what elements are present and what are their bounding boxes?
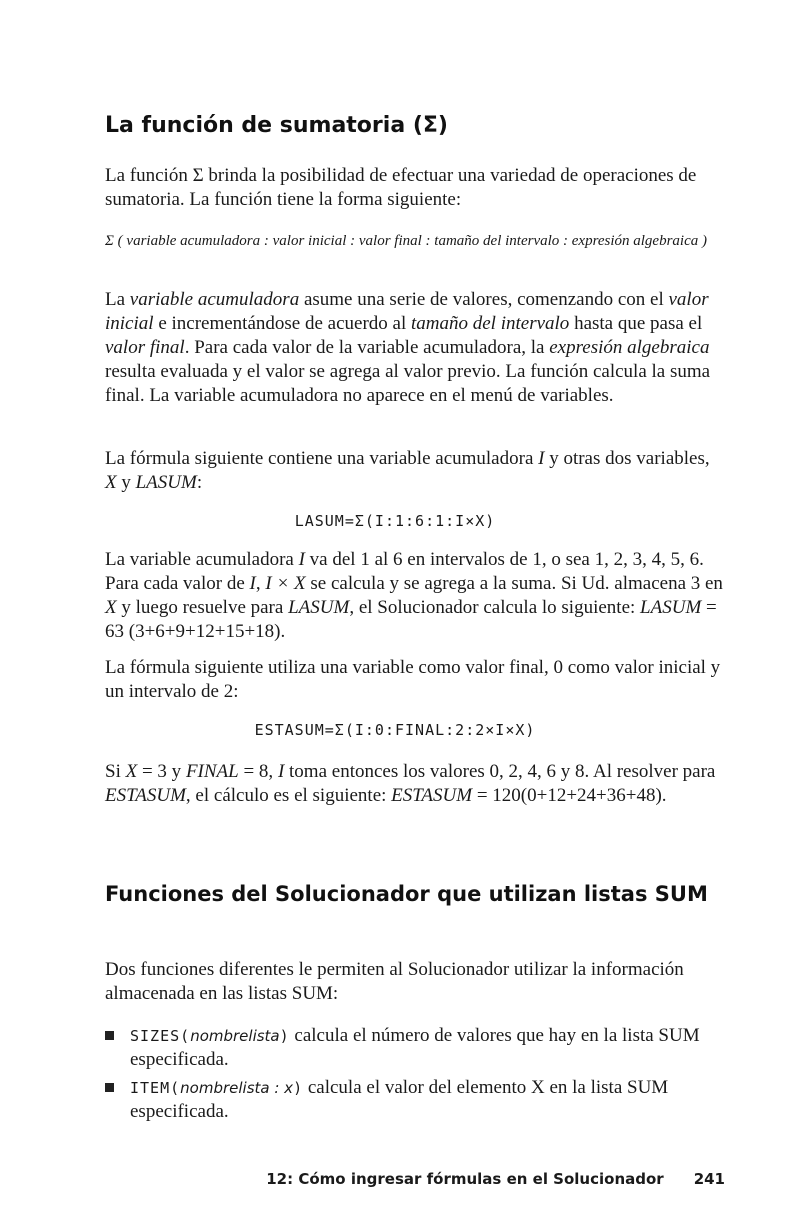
formula-intro-paragraph: La fórmula siguiente contiene una variable acumuladora I y otras dos variables, X y LASUM: [105,448,710,493]
page-number: 241 [693,1170,725,1188]
section-title-summation: La función de sumatoria (Σ) [105,113,448,138]
function-sizes: SIZES(nombrelista) [130,1027,290,1045]
section-title-sum-lists: Funciones del Solucionador que utilizan listas SUM [105,882,708,906]
formula-lasum: LASUM=Σ(I:1:6:1:I×X) [294,512,496,530]
list-item: ITEM(nombrelista : x) calcula el valor del elemento X en la lista SUM especificada. [105,1076,725,1124]
syntax-line: Σ ( variable acumuladora : valor inicial : valor final : tamaño del intervalo : expresión algebraica ) [105,233,707,249]
bullet-square-icon [105,1031,114,1040]
page-footer [200,1170,725,1188]
final-value-paragraph: La fórmula siguiente utiliza una variable como valor final, 0 como valor inicial y un intervalo de 2: [105,657,721,702]
accumulator-paragraph: La variable acumuladora asume una serie de valores, comenzando con el valor inicial e incrementándose de acuerdo al tamaño del intervalo hasta que pasa el valor final. Para cada valor de la variable acumuladora, la expresión algebraica resulta evaluada y el valor se agrega al valor previo. La función calcula la suma final. La variable acumuladora no aparece en el menú de variables. [105,289,711,406]
bullet-square-icon [105,1083,114,1092]
estasum-explanation-paragraph: Si X = 3 y FINAL = 8, I toma entonces los valores 0, 2, 4, 6 y 8. Al resolver para ESTASUM, el cálculo es el siguiente: ESTASUM = 120(0+12+24+36+48). [105,761,716,806]
chapter-title: 12: Cómo ingresar fórmulas en el Solucionador [266,1170,664,1188]
list-item: SIZES(nombrelista) calcula el número de valores que hay en la lista SUM especificada. [105,1024,725,1072]
intro-paragraph: La función Σ brinda la posibilidad de efectuar una variedad de operaciones de sumatoria. La función tiene la forma siguiente: [105,165,697,210]
sum-lists-intro-paragraph: Dos funciones diferentes le permiten al Solucionador utilizar la información almacenada en las listas SUM: [105,959,684,1004]
function-item: ITEM(nombrelista : x) [130,1079,304,1097]
formula-estasum: ESTASUM=Σ(I:0:FINAL:2:2×I×X) [254,721,536,739]
lasum-explanation-paragraph: La variable acumuladora I va del 1 al 6 en intervalos de 1, o sea 1, 2, 3, 4, 5, 6. Para cada valor de I, I × X se calcula y se agrega a la suma. Si Ud. almacena 3 en X y luego resuelve para LASUM, el Solucionador calcula lo siguiente: LASUM = 63 (3+6+9+12+15+18). [105,549,723,642]
